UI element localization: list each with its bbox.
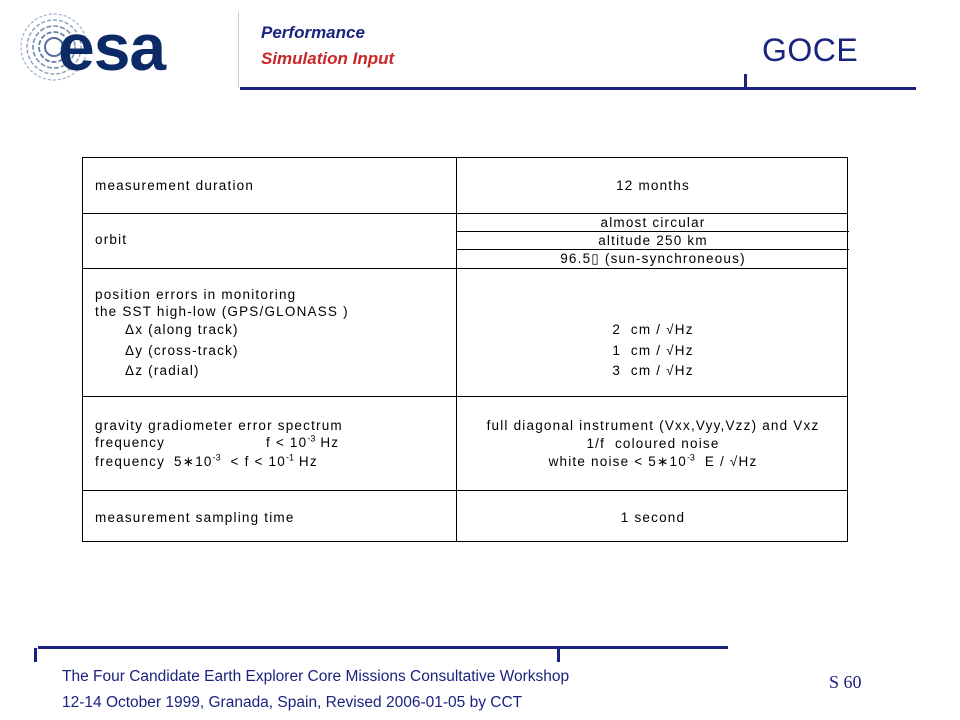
radial-label: Δz (radial): [125, 363, 200, 378]
section-subtitle: Simulation Input: [261, 49, 395, 68]
along-track-label: Δx (along track): [125, 322, 239, 337]
row-divider: [83, 268, 847, 269]
esa-logo-text: esa: [58, 10, 166, 84]
frequency-label-2: frequency: [95, 454, 166, 469]
orbit-label: orbit: [95, 232, 128, 247]
frequency-range-1: $f < 10^{-3}$ Hz: [266, 433, 340, 450]
footer-date: 12-14 October 1999, Granada, Spain, Revised 2006-01-05 by CCT: [62, 694, 523, 711]
footer-rule: [38, 646, 728, 649]
coloured-noise-value: 1/f coloured noise: [586, 436, 720, 451]
row-divider: [83, 396, 847, 397]
orbit-altitude-value: altitude 250 km: [598, 233, 708, 248]
footer-rule-tick: [34, 648, 37, 662]
sampling-time-label: measurement sampling time: [95, 510, 295, 525]
white-noise-value: white noise < $5∗10^{-3}$ E / √Hz: [548, 452, 758, 469]
gradiometer-label: gravity gradiometer error spectrum: [95, 418, 343, 433]
cross-track-value: 1 cm / √Hz: [612, 343, 694, 358]
header-rule: [240, 87, 916, 90]
position-errors-label-line1: position errors in monitoring: [95, 287, 297, 302]
sampling-time-value: 1 second: [620, 510, 686, 525]
simulation-input-table: [82, 157, 848, 542]
along-track-value: 2 cm / √Hz: [612, 322, 694, 337]
header-separator: [238, 12, 239, 88]
duration-value: 12 months: [616, 178, 690, 193]
radial-value: 3 cm / √Hz: [612, 363, 694, 378]
cross-track-label: Δy (cross-track): [125, 343, 239, 358]
esa-logo: [14, 8, 236, 86]
footer-workshop: The Four Candidate Earth Explorer Core Missions Consultative Workshop: [62, 668, 570, 685]
mission-name: GOCE: [762, 32, 859, 68]
orbit-inclination-value: 96.5▯ (sun-synchroneous): [560, 251, 746, 266]
frequency-label-1: frequency: [95, 435, 166, 450]
frequency-range-2: $5∗10^{-3} < f < 10^{-1}$ Hz: [174, 452, 318, 469]
header-rule-tick: [744, 74, 747, 89]
gradiometer-instrument-value: full diagonal instrument (Vxx,Vyy,Vzz) and Vxz: [486, 418, 820, 433]
section-title: Performance: [261, 23, 365, 42]
row-divider: [83, 490, 847, 491]
position-errors-label-line2: the SST high-low (GPS/GLONASS ): [95, 304, 349, 319]
page-number: S 60: [829, 672, 862, 692]
footer-rule-tick: [557, 648, 560, 662]
duration-label: measurement duration: [95, 178, 255, 193]
orbit-shape-value: almost circular: [600, 215, 706, 230]
